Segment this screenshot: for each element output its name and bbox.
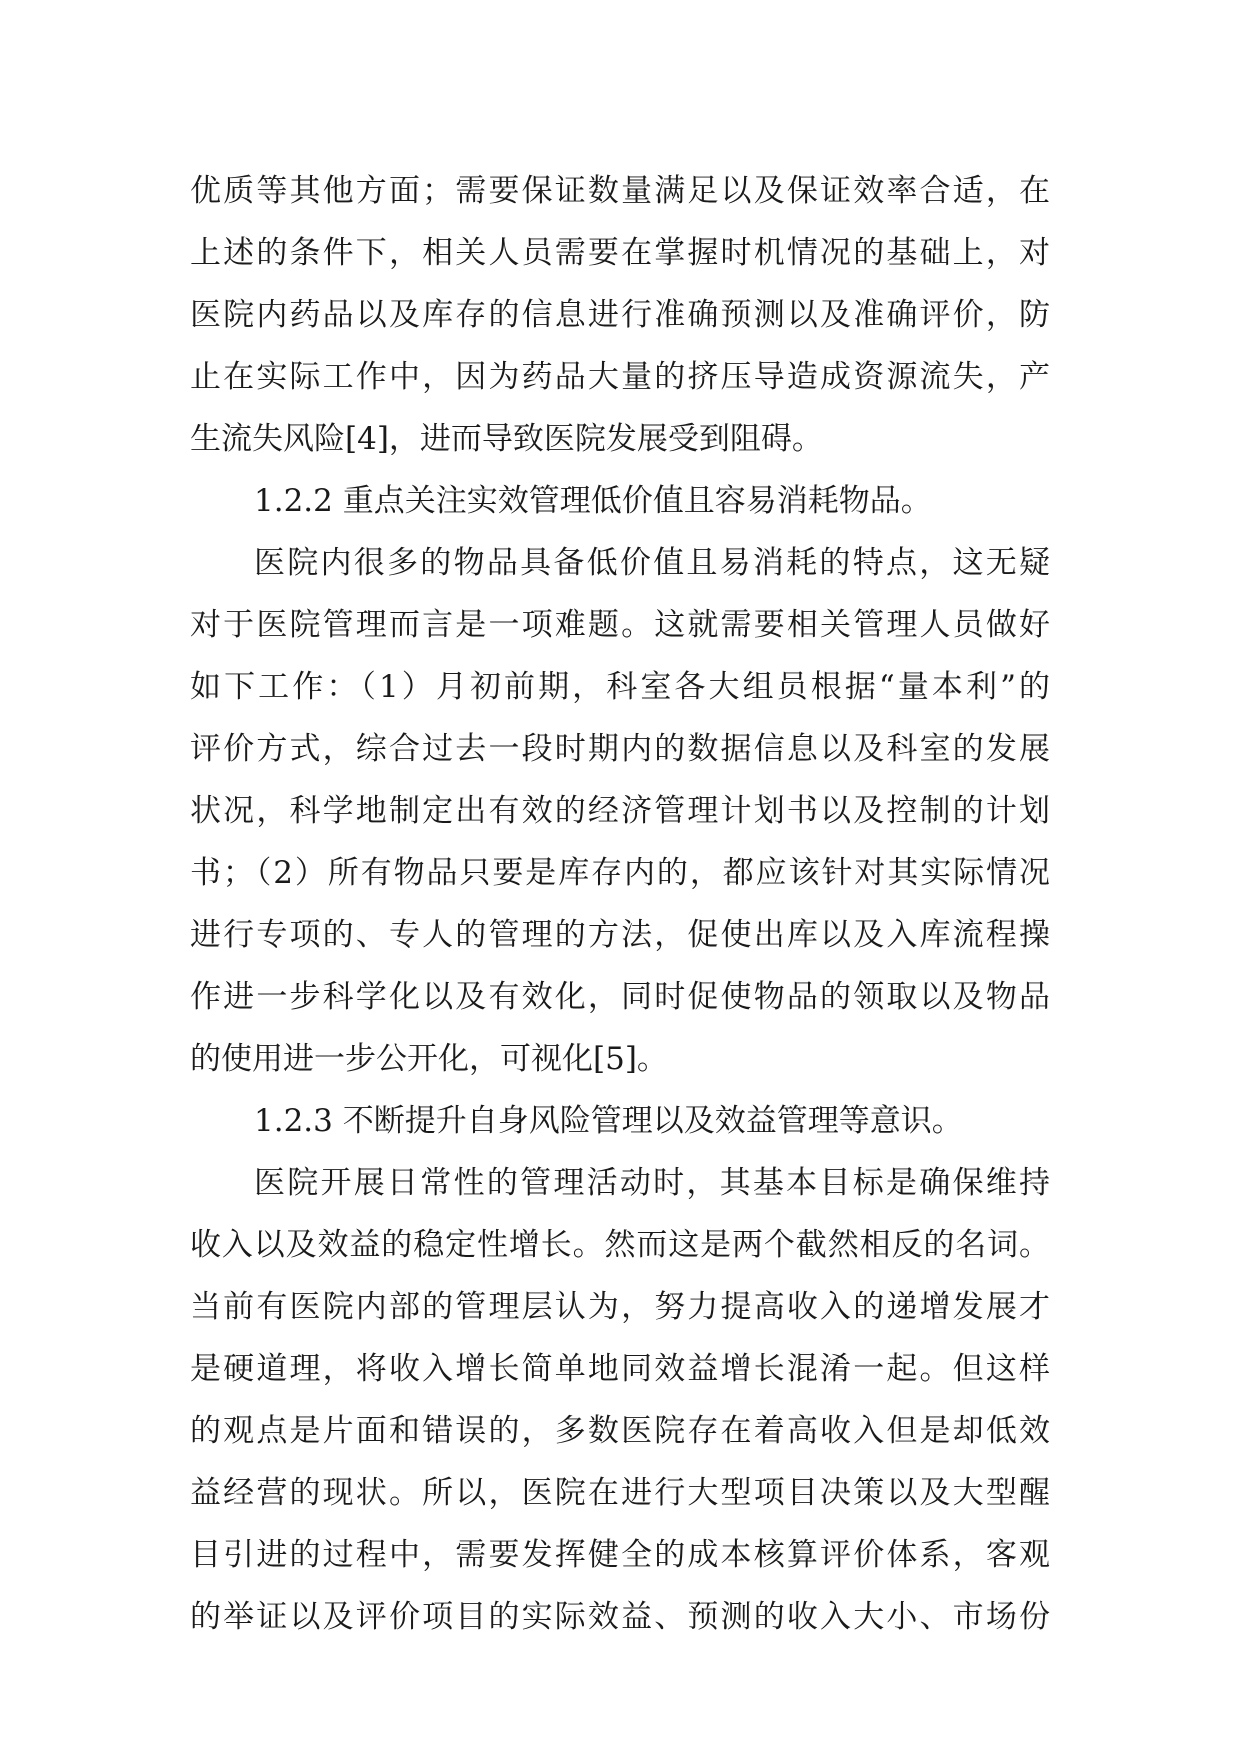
text-line: 目引进的过程中，需要发挥健全的成本核算评价体系，客观 [190, 1537, 1050, 1573]
text-line: 优质等其他方面；需要保证数量满足以及保证效率合适，在 [190, 173, 1050, 209]
text-line: 的举证以及评价项目的实际效益、预测的收入大小、市场份 [190, 1599, 1050, 1635]
text-line: 进行专项的、专人的管理的方法，促使出库以及入库流程操 [190, 917, 1050, 953]
text-line: 上述的条件下，相关人员需要在掌握时机情况的基础上，对 [190, 235, 1050, 271]
text-line: 作进一步科学化以及有效化，同时促使物品的领取以及物品 [190, 979, 1050, 1015]
text-line: 的使用进一步公开化，可视化[5]。 [190, 1041, 668, 1077]
text-line: 生流失风险[4]，进而导致医院发展受到阻碍。 [190, 421, 823, 457]
text-line: 医院内很多的物品具备低价值且易消耗的特点，这无疑 [254, 545, 1050, 581]
text-line: 书；（2）所有物品只要是库存内的，都应该针对其实际情况 [190, 855, 1050, 891]
text-line: 的观点是片面和错误的，多数医院存在着高收入但是却低效 [190, 1413, 1050, 1449]
text-line: 如下工作：（1）月初前期，科室各大组员根据“量本利”的 [190, 669, 1050, 705]
text-line: 当前有医院内部的管理层认为，努力提高收入的递增发展才 [190, 1289, 1050, 1325]
text-line: 止在实际工作中，因为药品大量的挤压导造成资源流失，产 [190, 359, 1050, 395]
text-line: 状况，科学地制定出有效的经济管理计划书以及控制的计划 [190, 793, 1050, 829]
section-heading-1-2-3: 1.2.3 不断提升自身风险管理以及效益管理等意识。 [254, 1103, 963, 1139]
text-line: 评价方式，综合过去一段时期内的数据信息以及科室的发展 [190, 731, 1050, 767]
section-heading-1-2-2: 1.2.2 重点关注实效管理低价值且容易消耗物品。 [254, 483, 932, 519]
text-line: 收入以及效益的稳定性增长。然而这是两个截然相反的名词。 [190, 1227, 1050, 1263]
text-line: 对于医院管理而言是一项难题。这就需要相关管理人员做好 [190, 607, 1050, 643]
text-line: 医院开展日常性的管理活动时，其基本目标是确保维持 [254, 1165, 1050, 1201]
document-body [190, 160, 1050, 1648]
text-line: 是硬道理，将收入增长简单地同效益增长混淆一起。但这样 [190, 1351, 1050, 1387]
text-line: 医院内药品以及库存的信息进行准确预测以及准确评价，防 [190, 297, 1050, 333]
text-line: 益经营的现状。所以，医院在进行大型项目决策以及大型醒 [190, 1475, 1050, 1511]
